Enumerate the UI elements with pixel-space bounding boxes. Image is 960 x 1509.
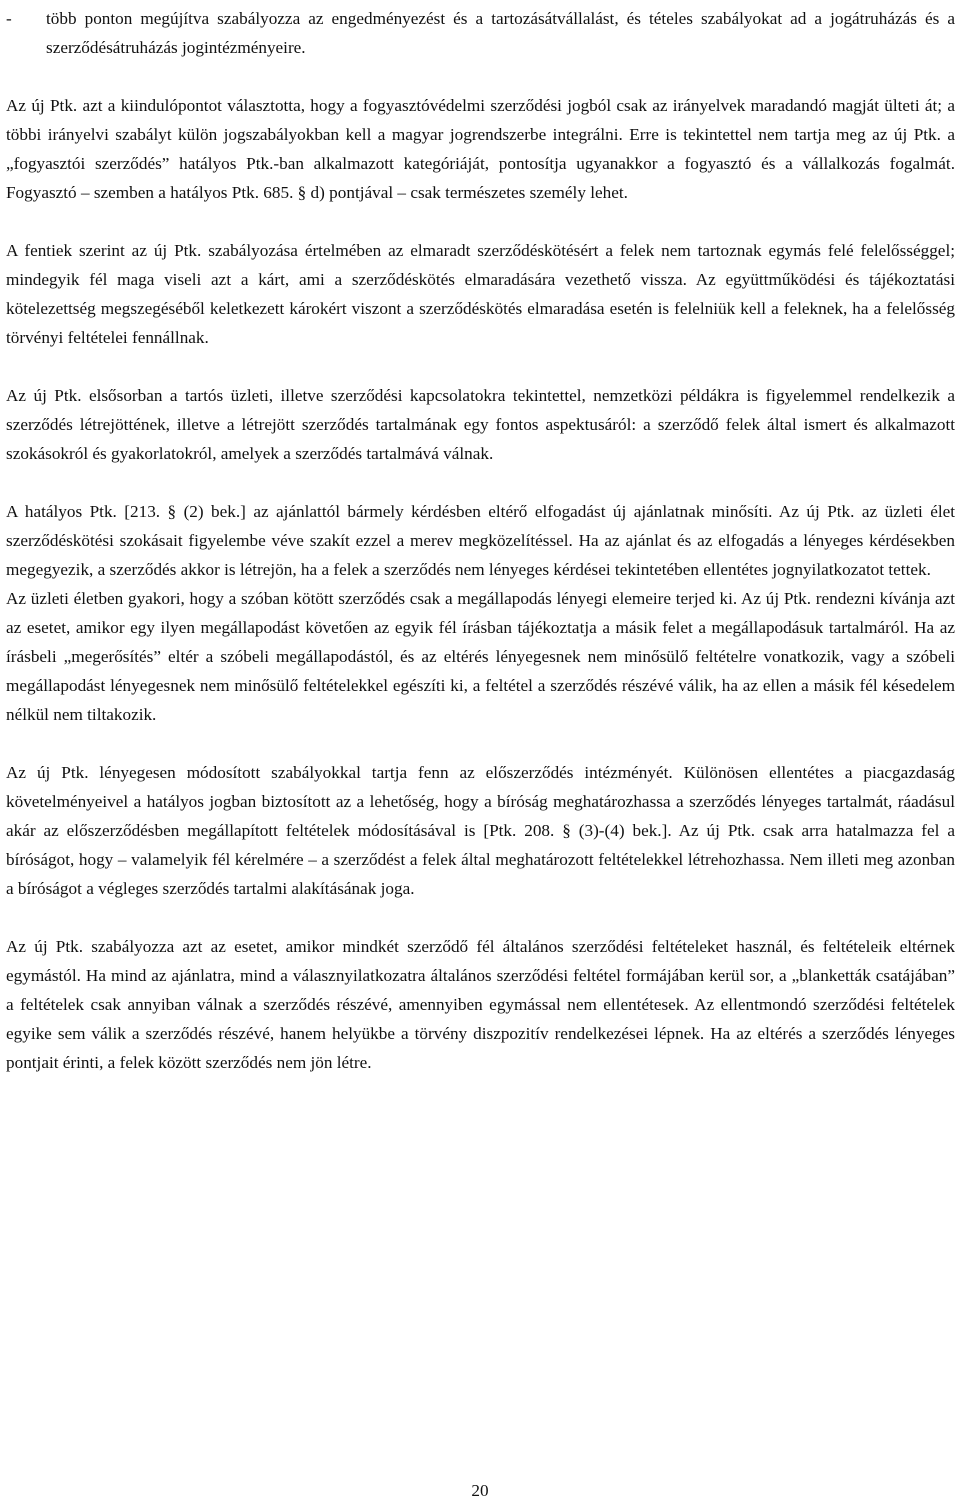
paragraph-acceptance: A hatályos Ptk. [213. § (2) bek.] az ajánlattól bármely kérdésben eltérő elfogadást új ajánlatnak minősíti. Az új Ptk. az üzleti élet szerződéskötési szokásait figyelembe véve szakít ezzel a merev megközelítéssel. Ha az ajánlat és az elfogadás a lényeges kérdésekben megegyezik, a szerződés akkor is létrejön, ha a felek a szerződés nem lényeges kérdései tekintetében ellentétes jognyilatkozatot tettek.: [6, 502, 955, 579]
paragraph-confirmation: Az üzleti életben gyakori, hogy a szóban kötött szerződés csak a megállapodás lényegi elemeire terjed ki. Az új Ptk. rendezni kívánja azt az esetet, amikor egy ilyen megállapodást követően az egyik fél írásban tájékoztatja a másik felet a megállapodásuk tartalmáról. Ha az írásbeli „megerősítés” eltér a szóbeli megállapodástól, és az eltérés lényegesnek nem minősülő feltételre vonatkozik, vagy a szóbeli megállapodást lényegesnek nem minősülő feltételekkel egészíti ki, a feltétel a szerződés részévé válik, ha az ellen a másik fél késedelem nélkül nem tiltakozik.: [6, 589, 955, 724]
paragraph-spacer: [6, 903, 955, 932]
page-number: 20: [471, 1481, 489, 1500]
paragraph-battle-of-forms: Az új Ptk. szabályozza azt az esetet, amikor mindkét szerződő fél általános szerződési feltételeket használ, és feltételeik eltérnek egymástól. Ha mind az ajánlatra, mind a válasznyilatkozatra általános szerződési feltétel formájában kerül sor, a „blanketták csatájában” a feltételek csak annyiban válnak a szerződés részévé, amennyiben egymással nem ellentétesek. Az ellentmondó szerződési feltételek egyike sem válik a szerződés részévé, hanem helyükbe a törvény diszpozitív rendelkezései lépnek. Ha az eltérés a szerződés lényeges pontjait érinti, a felek között szerződés nem jön létre.: [6, 937, 955, 1072]
bullet-text: több ponton megújítva szabályozza az engedményezést és a tartozásátvállalást, és tételes szabályokat ad a jogátruházás és a szerződésátruházás jogintézményeire.: [46, 9, 955, 57]
paragraph-spacer: [6, 62, 955, 91]
paragraph-customs: Az új Ptk. elsősorban a tartós üzleti, illetve szerződési kapcsolatokra tekintettel, nemzetközi példákra is figyelemmel rendelkezik a szerződés létrejöttének, illetve a létrejött szerződés tartalmának egy fontos aspektusáról: a szerződő felek által ismert és alkalmazott szokásokról és gyakorlatokról, amelyek a szerződés tartalmává válnak.: [6, 386, 955, 463]
bullet-item: [6, 4, 955, 62]
bullet-marker: -: [6, 9, 12, 28]
paragraph-consumer-law: Az új Ptk. azt a kiindulópontot választotta, hogy a fogyasztóvédelmi szerződési jogból csak az irányelvek maradandó magját ülteti át; a többi irányelvi szabályt külön jogszabályokban kell a magyar jogrendszerbe integrálni. Erre is tekintettel nem tartja meg az új Ptk. a „fogyasztói szerződés” hatályos Ptk.-ban alkalmazott kategóriáját, pontosítja ugyanakkor a fogyasztó és a vállalkozás fogalmát. Fogyasztó – szemben a hatályos Ptk. 685. § d) pontjával – csak természetes személy lehet.: [6, 96, 955, 202]
paragraph-liability: A fentiek szerint az új Ptk. szabályozása értelmében az elmaradt szerződéskötésért a felek nem tartoznak egymás felé felelősséggel; mindegyik fél maga viseli azt a kárt, ami a szerződéskötés elmaradására vezethető vissza. Az együttműködési és tájékoztatási kötelezettség megszegéséből keletkezett károkért viszont a szerződéskötés elmaradása esetén is felelniük kell a feleknek, ha a felelősség törvényi feltételei fennállnak.: [6, 241, 955, 347]
paragraph-spacer: [6, 207, 955, 236]
paragraph-spacer: [6, 468, 955, 497]
paragraph-spacer: [6, 729, 955, 758]
paragraph-precontract: Az új Ptk. lényegesen módosított szabályokkal tartja fenn az előszerződés intézményét. Különösen ellentétes a piacgazdaság követelményeivel a hatályos jogban biztosított az a lehetőség, hogy a bíróság meghatározhassa a szerződés lényeges tartalmát, ráadásul akár az előszerződésben megállapított feltételek módosításával is [Ptk. 208. § (3)-(4) bek.]. Az új Ptk. csak arra hatalmazza fel a bíróságot, hogy – valamelyik fél kérelmére – a szerződést a felek által meghatározott feltételekkel létrehozhassa. Nem illeti meg azonban a bíróságot a végleges szerződés tartalmi alakításának joga.: [6, 763, 955, 898]
paragraph-spacer: [6, 352, 955, 381]
